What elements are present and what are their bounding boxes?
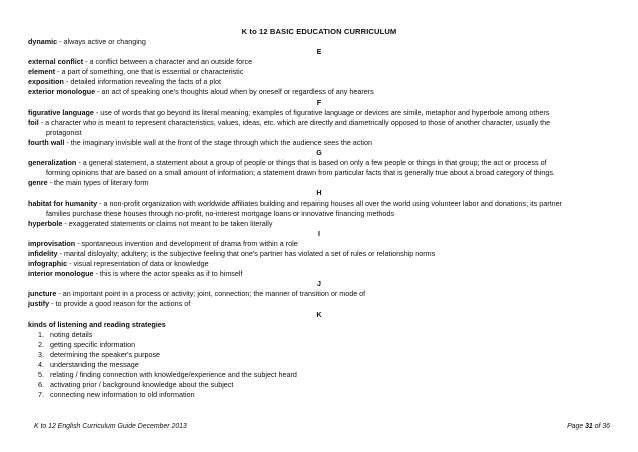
footer-guide-title: K to 12 English Curriculum Guide December 2013 [34,423,187,430]
strategy-number: 6. [38,380,44,390]
entry-term: hyperbole [28,218,63,228]
strategy-text: activating prior / background knowledge about the subject [50,380,234,390]
glossary-entry [28,219,610,229]
entry-term: genre [28,178,48,188]
entry-term: kinds of listening and reading strategies [28,319,166,329]
entry-term: justify [28,299,50,309]
strategy-text: getting specific information [50,339,136,349]
section-letter: J [317,279,321,289]
strategy-text: noting details [50,329,93,339]
entry-term: improvisation [28,238,76,248]
entry-definition: - exaggerated statements or claims not meant to be taken literally [62,218,273,228]
entry-term: exposition [28,77,64,87]
entry-definition: - a character who is meant to represent characteristics, values, ideas, etc. which are directly and diametrically opposed to those of another character, usually the [38,117,551,127]
glossary-entry [28,57,610,67]
entry-term: infographic [28,259,68,269]
glossary-entry [28,249,610,259]
page-suffix: of 36 [592,423,610,430]
entry-definition: - a general statement, a statement about a group of people or things that is based on only a few people or things in that group; the act or process of [76,158,547,168]
strategy-text: connecting new information to old information [50,390,195,400]
entry-term: exterior monologue [28,87,96,97]
strategy-item [28,350,610,360]
entry-term: figurative language [28,107,94,117]
entry-definition: - a part of something, one that is essential or characteristic [55,67,244,77]
glossary-entry [28,67,610,77]
entry-definition-continued: families purchase these houses through no-profit, no-interest mortgage loans or innovative financing methods [46,208,394,218]
entry-term: habitat for humanity [28,198,98,208]
entry-definition: - spontaneous invention and development of drama from within a role [75,238,298,248]
glossary-entry [28,259,610,269]
strategy-text: determining the speaker's purpose [50,349,161,359]
section-letter: K [316,309,322,319]
page-header: K to 12 BASIC EDUCATION CURRICULUM [241,27,397,36]
entry-definition-continued: protagonist [46,127,82,137]
strategy-item [28,380,610,390]
entry-definition: - detailed information revealing the facts of a plot [63,77,221,87]
entry-term: generalization [28,158,77,168]
strategy-text: understanding the message [50,360,139,369]
entry-definition: - always active or changing [57,37,146,46]
page-current: 31 [585,423,593,430]
entry-definition: - a non-profit organization with worldwide affiliates building and repairing houses all over the world using volunteer labor and donations; its partner [97,198,563,208]
strategy-item [28,360,610,370]
page-prefix: Page [567,423,586,430]
glossary-entry [28,138,610,148]
entry-term: fourth wall [28,137,65,147]
section-letter: G [316,148,322,158]
strategy-number: 7. [38,390,44,400]
entry-definition: - this is where the actor speaks as if to himself [93,269,243,279]
glossary-entry [28,77,610,87]
section-letter: F [316,97,322,107]
strategy-item [28,340,610,350]
glossary-entry [28,239,610,249]
strategy-number: 4. [38,360,44,369]
entry-definition: - to provide a good reason for the actions of [49,299,191,309]
entry-term: interior monologue [28,269,94,279]
strategy-item [28,330,610,340]
entry-definition: - an act of speaking one's thoughts aloud when by oneself or regardless of any hearers [95,87,374,97]
glossary-entry [28,178,610,188]
strategy-number: 5. [38,370,44,380]
entry-term: element [28,67,56,77]
entry-definition-continued: forming opinions that are based on a small amount of information; a statement drawn from particular facts that is generally true about a broad category of things. [46,168,555,178]
strategy-number: 3. [38,349,44,359]
glossary-entry [28,87,610,97]
glossary-body [28,37,610,400]
entry-definition: - an important point in a process or activity; joint, connection; the manner of transition or mode of [56,289,366,299]
entry-definition: - visual representation of data or knowledge [67,259,209,269]
glossary-entries [28,37,610,330]
glossary-entry [28,118,610,128]
strategy-item [28,370,610,380]
entry-term: external conflict [28,57,84,67]
glossary-entry [28,299,610,309]
glossary-entry [28,37,610,47]
glossary-entry [28,289,610,299]
entry-term: dynamic [28,37,58,46]
footer-page-number [567,423,610,430]
entry-definition: - a conflict between a character and an outside force [83,57,253,67]
section-letter: H [316,188,322,198]
entry-definition: - marital disloyalty; adultery; is the subjective feeling that one's partner has violated a set of rules or relationship norms [57,248,436,258]
entry-term: infidelity [28,248,58,258]
glossary-entry [28,108,610,118]
glossary-entry [28,199,610,209]
section-letter: I [318,228,320,238]
strategy-item [28,390,610,400]
strategy-number: 2. [38,339,44,349]
strategies-list [28,330,610,401]
strategy-text: relating / finding connection with knowledge/experience and the subject heard [50,370,297,380]
entry-definition: - the main types of literary form [47,178,149,188]
entry-term: foil [28,117,39,127]
glossary-entry [28,158,610,168]
glossary-entry [28,320,610,330]
entry-definition: - use of words that go beyond its literal meaning; examples of figurative language or devices are simile, metaphor and hyperbole among others [93,107,550,117]
section-letter: E [316,47,322,57]
entry-term: juncture [28,289,57,299]
strategy-number: 1. [38,329,44,339]
glossary-entry [28,269,610,279]
entry-definition: - the imaginary invisible wall at the front of the stage through which the audience sees the action [64,137,372,147]
